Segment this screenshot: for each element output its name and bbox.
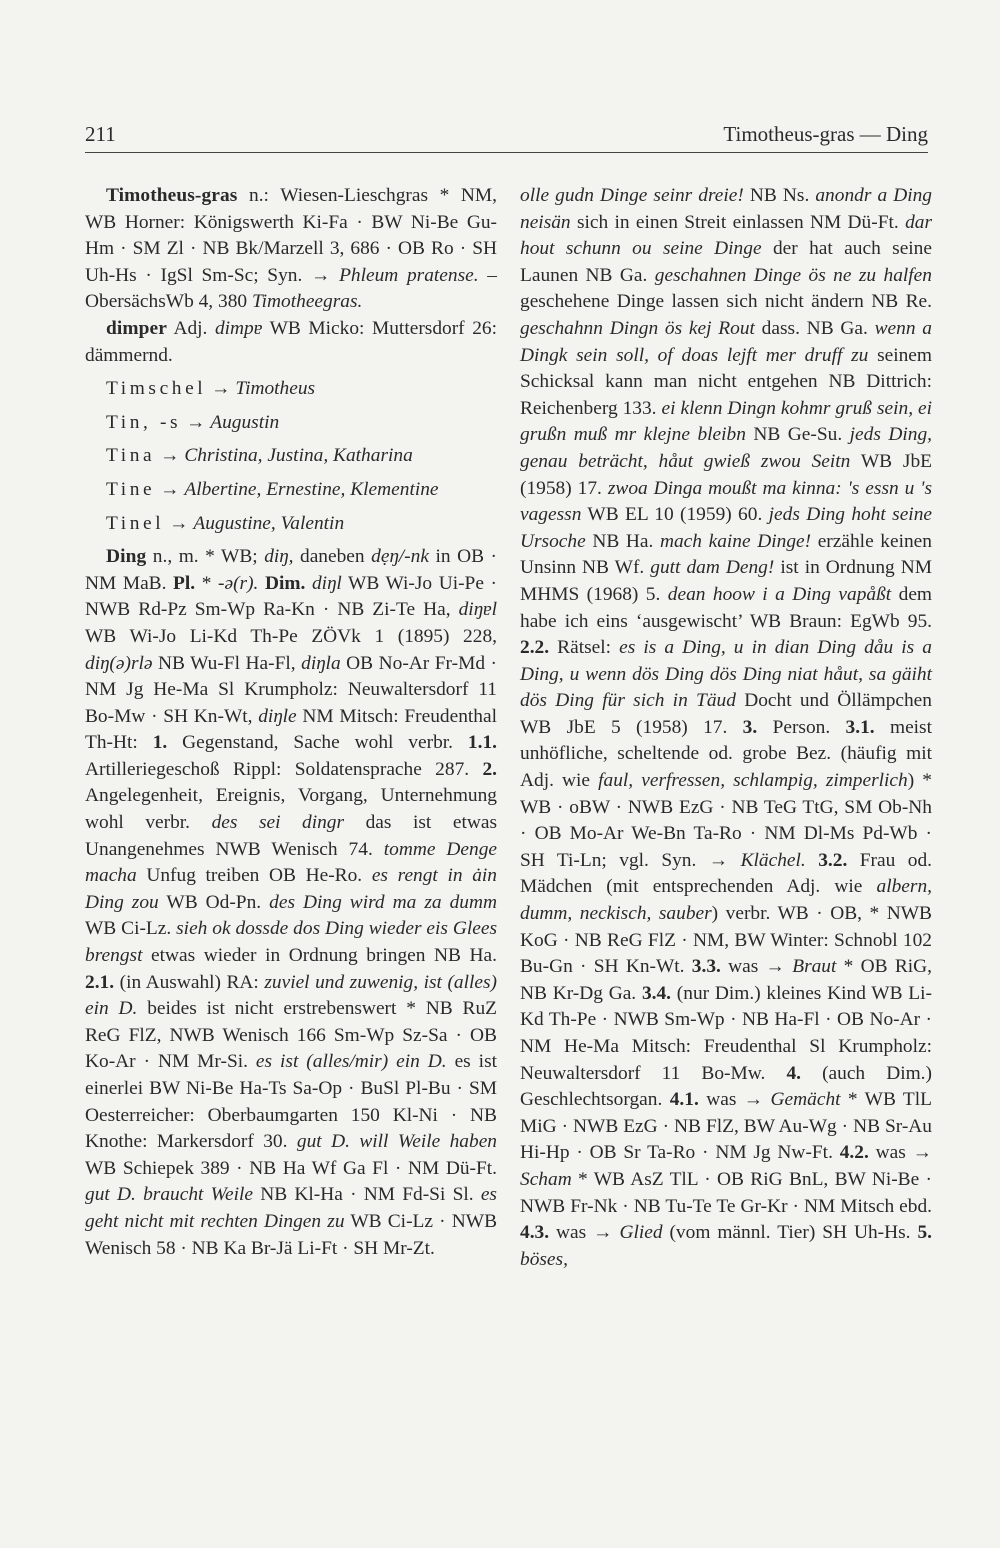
entry-text: dem habe ich eins ‘ausgewischt’ WB Braun: EgWb 95.: [520, 583, 933, 632]
entry-italic: dean hoow i a Ding vapåßt: [667, 583, 892, 605]
entry-bold: 3.3.: [691, 956, 721, 978]
entry-text: in OB · NM MaB.: [85, 546, 497, 594]
entry-italic: wenn a Dingk sein soll, of doas lejft mer druff zu: [520, 317, 932, 366]
entry-italic: olle gudn Dinge seinr dreie!: [520, 185, 744, 206]
name-headword: Tinel: [106, 512, 165, 534]
headword: dimper: [106, 317, 167, 339]
cross-reference: Albertine, Ernestine, Klementine: [184, 478, 439, 500]
entry-text: seinem Schicksal kann man nicht entgehen NB Dittrich: Reichenberg 133.: [520, 344, 933, 419]
entry-text: OB No-Ar Fr-Md · NM Jg He-Ma Sl Krumpholz: Neuwaltersdorf 11 Bo-Mw · SH Kn-Wt,: [85, 652, 497, 727]
entry-text: * WB TlL MiG · NWB EzG · NB FlZ, BW Au-Wg · NB Sr-Au Hi-Hp · OB Sr Ta-Ro · NM Jg Nw-Ft.: [520, 1089, 933, 1164]
entry-italic: diŋ,: [264, 546, 294, 568]
entry-text: WB JbE (1958) 17.: [520, 450, 932, 499]
entry-text: n., m. * WB;: [146, 546, 265, 568]
entry-bold: 1.: [152, 732, 168, 754]
page-header: [85, 122, 928, 153]
entry-text: etwas wieder in Ordnung bringen NB Ha.: [142, 945, 497, 967]
entry-text: NB Ha.: [585, 530, 660, 552]
entry-italic: albern, dumm, neckisch, sauber: [520, 876, 932, 925]
entry-text: Docht und Öllämpchen WB JbE 5 (1958) 17.: [520, 690, 932, 738]
entry-ding: [85, 544, 497, 1262]
entry-text: NB Wu-Fl Ha-Fl,: [152, 652, 302, 674]
arrow: →: [206, 378, 236, 400]
entry-italic: gut D. braucht Weile: [85, 1184, 253, 1206]
entry-italic: es geht nicht mit rechten Dingen zu: [85, 1184, 497, 1232]
entry-tine: [85, 477, 497, 504]
entry-italic: gut D. will Weile haben: [296, 1131, 497, 1153]
entry-timschel: [85, 376, 497, 403]
entry-text: was →: [549, 1222, 620, 1244]
entry-text: ist in Ordnung NM MHMS (1968) 5.: [520, 557, 933, 605]
entry-bold: 1.1.: [467, 732, 497, 754]
entry-italic: Braut: [792, 956, 837, 978]
entry-text: * WB AsZ TlL · OB RiG BnL, BW Ni-Be · NWB Fr-Nk · NB Tu-Te Te Gr-Kr · NM Mitsch ebd.: [520, 1168, 932, 1217]
entry-italic: anondr a Ding neisän: [520, 185, 932, 233]
arrow: →: [181, 411, 211, 433]
entry-text: NB Kl-Ha · NM Fd-Si Sl.: [253, 1184, 481, 1206]
entry-italic: diŋl: [311, 572, 342, 594]
entry-bold: 5.: [917, 1222, 932, 1244]
entry-italic: dimpɐ: [214, 317, 263, 339]
entry-bold: 3.1.: [845, 716, 875, 738]
entry-text: sich in einen Streit einlassen NM Dü-Ft.: [570, 211, 906, 233]
entry-text: WB Micko: Muttersdorf 26: dämmernd.: [85, 317, 497, 366]
entry-text: Angelegenheit, Ereignis, Vorgang, Unternehmung wohl verbr.: [85, 785, 497, 834]
entry-italic: Klächel.: [740, 849, 806, 871]
entry-text: WB Od-Pn.: [158, 891, 270, 913]
entry-bold: 3.4.: [641, 982, 672, 1004]
cross-reference: Timotheus: [235, 378, 316, 400]
entry-text: [305, 573, 312, 594]
entry-tin: [85, 410, 497, 437]
cross-reference: Augustine, Valentin: [193, 512, 345, 534]
entry-italic: sieh ok dossde dos Ding wieder eis Glees brengst: [85, 918, 497, 967]
entry-italic: gutt dam Deng!: [650, 557, 775, 579]
page-number: 211: [85, 122, 116, 146]
entry-text: [806, 850, 818, 871]
entry-text: (vom männl. Tier) SH Uh-Hs.: [662, 1222, 918, 1244]
entry-italic: Timotheegras.: [251, 291, 363, 313]
entry-text: Unfug treiben OB He-Ro.: [136, 865, 372, 887]
entry-italic: jeds Ding hoht seine Ursoche: [520, 504, 932, 552]
entry-text: *: [195, 572, 219, 594]
entry-italic: es ist (alles/mir) ein D.: [255, 1051, 447, 1073]
entry-italic: dẹŋ/-nk: [371, 546, 429, 568]
entry-bold: 3.: [742, 716, 758, 738]
entry-text: Rätsel:: [549, 637, 620, 659]
entry-italic: geschahnen Dinge ös ne zu halfen: [654, 264, 932, 286]
entry-text: es ist einerlei BW Ni-Be Ha-Ts Sa-Op · BuSl Pl-Bu · SM Oesterreicher: Oberbaumgarten 150 Kl-Ni · NB Knothe: Markersdorf 30.: [85, 1051, 498, 1153]
entry-italic: geschahnn Dingn ös kej Rout: [520, 317, 755, 339]
entry-text: WB EL 10 (1959) 60.: [581, 504, 769, 526]
entry-bold: 2.: [482, 758, 497, 780]
entry-text: meist unhöfliche, scheltende od. grobe Bez. (häufig mit Adj. wie: [520, 716, 932, 792]
entry-text: – ObersächsWb 4, 380: [85, 264, 497, 313]
entry-bold: 4.1.: [669, 1089, 699, 1111]
entry-text: (nur Dim.) kleines Kind WB Li-Kd Th-Pe · NWB Sm-Wp · NB Ha-Fl · OB No-Ar · NM He-Ma Mitsch: Freudenthal Sl Krumpholz: Neuwaltersdorf 11 Bo-Mw.: [520, 982, 933, 1084]
entry-text: WB Ci-Lz · NWB Wenisch 58 · NB Ka Br-Jä Li-Ft · SH Mr-Zt.: [85, 1210, 498, 1259]
entry-bold: Dim.: [264, 572, 306, 594]
entry-text: Adj.: [166, 317, 215, 339]
headword: Timotheus-gras: [106, 185, 238, 206]
entry-italic: Phleum pratense.: [339, 264, 479, 286]
entry-italic: diŋla: [301, 652, 341, 674]
entry-text: was →: [698, 1089, 771, 1111]
entry-text: (auch Dim.) Geschlechtsorgan.: [520, 1062, 932, 1111]
entry-dimper: [85, 316, 497, 369]
entry-text: daneben: [293, 546, 372, 568]
entry-timotheus-gras: [85, 183, 497, 316]
entry-bold: 4.2.: [839, 1142, 869, 1164]
entry-italic: mach kaine Dinge!: [659, 530, 812, 552]
entry-bold: 4.: [786, 1062, 801, 1084]
entry-italic: ei klenn Dingn kohmr gruß sein, ei grußn muß mr klejne bleibn: [520, 397, 932, 446]
entry-text: beides ist nicht erstrebenswert * NB RuZ ReG FlZ, NWB Wenisch 166 Sm-Wp Sz-Sa · OB Ko-Ar · NM Mr-Si.: [85, 998, 497, 1073]
entry-text: ) * WB · oBW · NWB EzG · NB TeG TtG, SM Ob-Nh · OB Mo-Ar We-Bn Ta-Ro · NM Dl-Ms Pd-Wb · SH Ti-Ln; vgl. Syn. →: [520, 770, 932, 871]
entry-italic: dar hout schunn ou seine Dinge: [520, 211, 932, 260]
entry-text: (in Auswahl) RA:: [114, 971, 265, 993]
name-headword: Tine: [106, 478, 156, 500]
entry-text: Frau od. Mädchen (mit entsprechenden Adj. wie: [520, 849, 932, 898]
entry-italic: tomme Denge macha: [85, 838, 498, 887]
entry-text: Gegenstand, Sache wohl verbr.: [167, 732, 468, 754]
entry-text: erzähle keinen Unsinn NB Wf.: [520, 530, 932, 579]
entry-italic: böses,: [520, 1248, 568, 1270]
entry-tina: [85, 443, 497, 470]
entry-italic: Glied: [619, 1222, 663, 1244]
entry-text: geschehene Dinge lassen sich nicht ändern NB Re.: [520, 291, 932, 313]
entry-text: WB Ci-Lz.: [85, 918, 177, 940]
entry-italic: faul, verfressen, schlampig, zimperlich: [598, 770, 908, 792]
entry-italic: diŋ(ə)rlə: [85, 652, 153, 674]
entry-bold: 3.2.: [818, 849, 848, 871]
entry-italic: -ə(r).: [218, 572, 259, 594]
entry-italic: Gemächt: [770, 1089, 841, 1111]
cross-reference: Augustin: [210, 411, 280, 433]
entry-italic: des sei dingr: [211, 812, 345, 834]
entry-italic: es rengt in ȧin Ding zou: [85, 865, 497, 913]
entry-italic: Scham: [520, 1168, 572, 1190]
name-headword: Tin, -s: [106, 411, 182, 433]
headword: Ding: [106, 546, 147, 568]
entry-text: * OB RiG, NB Kr-Dg Ga.: [520, 956, 932, 1004]
entry-text: dass. NB Ga.: [754, 317, 875, 339]
entry-ding-continued: [520, 183, 932, 1273]
entry-italic: zuviel und zuwenig, ist (alles) ein D.: [85, 971, 497, 1020]
entry-text: NB Ns.: [743, 185, 816, 206]
entry-text: Artilleriegeschoß Rippl: Soldatensprache 287.: [85, 758, 483, 780]
entry-text: WB Schiepek 389 · NB Ha Wf Ga Fl · NM Dü-Ft.: [85, 1157, 497, 1179]
arrow: →: [164, 512, 194, 534]
entry-tinel: [85, 511, 497, 538]
entry-bold: Pl.: [173, 572, 196, 594]
entry-text: was →: [720, 956, 793, 978]
entry-italic: diŋɐl: [458, 599, 497, 621]
entry-text: das ist etwas Unangenehmes NWB Wenisch 74.: [85, 812, 497, 860]
entry-text: NM Mitsch: Freudenthal Th-Ht:: [85, 705, 497, 754]
entry-text: [258, 573, 265, 594]
entry-bold: 2.2.: [520, 637, 550, 659]
entry-text: WB Wi-Jo Ui-Pe · NWB Rd-Pz Sm-Wp Ra-Kn · NB Zi-Te Ha,: [85, 572, 497, 621]
arrow: →: [155, 445, 185, 467]
name-headword: Timschel: [106, 378, 207, 400]
running-head: Timotheus-gras — Ding: [723, 122, 928, 146]
name-headword: Tina: [106, 445, 156, 467]
entry-text: ) verbr. WB · OB, * NWB KoG · NB ReG FlZ · NM, BW Winter: Schnobl 102 Bu-Gn · SH Kn-Wt.: [520, 903, 932, 978]
entry-italic: es is a Ding, u in dian Ding dåu is a Ding, u wenn dös Ding dös Ding niat håut, sa gäiht dös Ding für sich in Täud: [520, 637, 932, 712]
entry-bold: 2.1.: [85, 971, 115, 993]
left-column: [85, 183, 497, 1262]
right-column: [520, 183, 932, 1273]
entry-text: was →: [868, 1142, 932, 1164]
cross-reference: Christina, Justina, Katharina: [184, 445, 413, 467]
entry-text: Person.: [757, 716, 846, 738]
entry-text: n.: Wiesen-Lieschgras * NM, WB Horner: Königswerth Ki-Fa · BW Ni-Be Gu-Hm · SM Zl · NB Bk/Marzell 3, 686 · OB Ro · SH Uh-Hs · IgSl Sm-Sc; Syn. →: [85, 185, 497, 286]
entry-text: NB Ge-Su.: [745, 424, 850, 446]
entry-italic: jeds Ding, genau beträcht, håut gwieß zwou Seitn: [520, 424, 933, 472]
entry-italic: zwoa Dinga moußt ma kinna: 's essn u 's vagessn: [520, 477, 932, 526]
entry-italic: diŋle: [258, 705, 297, 727]
entry-text: WB Wi-Jo Li-Kd Th-Pe ZÖVk 1 (1895) 228,: [85, 625, 497, 647]
arrow: →: [155, 478, 185, 500]
entry-italic: des Ding wird ma za dumm: [269, 891, 497, 913]
entry-text: der hat auch seine Launen NB Ga.: [520, 238, 932, 286]
entry-bold: 4.3.: [520, 1222, 550, 1244]
